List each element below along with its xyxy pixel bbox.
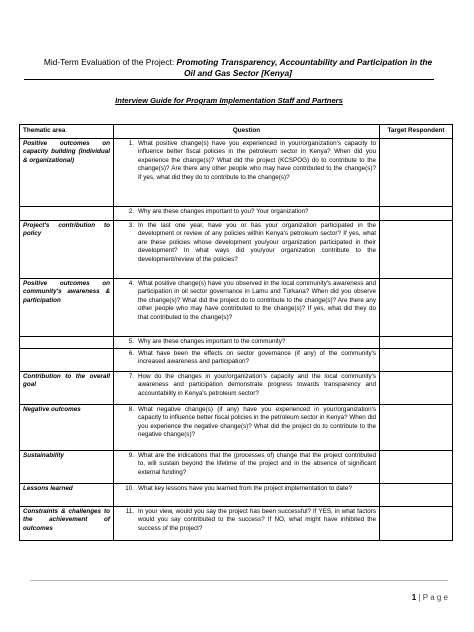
target-respondent-cell bbox=[380, 336, 453, 348]
question-cell bbox=[114, 220, 380, 278]
title-underline bbox=[24, 79, 434, 80]
question-cell bbox=[114, 336, 380, 348]
table-row bbox=[20, 371, 453, 404]
target-respondent-cell bbox=[380, 348, 453, 371]
thematic-area-cell: Contribution to the overall goal bbox=[20, 371, 114, 404]
question-text: Why are these changes important to you? Your organization? bbox=[138, 207, 309, 215]
question-cell bbox=[114, 483, 380, 506]
question-text: What positive change(s) have you observed in the local community's awareness and participation in oil sector governance in Lamu and Turkana? When did you observe the change(s)? What did the project do to contribute to the change(s)? Are there any other people who may have contributed to the change(s)? If yes, what did they do that contributed to the change(s)? bbox=[138, 279, 376, 321]
target-respondent-cell bbox=[380, 506, 453, 540]
target-respondent-cell bbox=[380, 278, 453, 336]
question-number: 1. bbox=[128, 139, 134, 147]
thematic-area-cell: Negative outcomes bbox=[20, 404, 114, 450]
question-text: What key lessons have you learned from the project implementation to date? bbox=[138, 484, 352, 492]
header-thematic-area: Thematic area bbox=[20, 125, 114, 139]
thematic-area-cell: Lessons learned bbox=[20, 483, 114, 506]
interview-guide-table bbox=[19, 124, 453, 541]
question-text: What positive change(s) have you experienced in your/organization's capacity to influence better fiscal policies in the petroleum sector in Kenya? When did you experience the change(s)? What did the project (KCSPOG) do to contribute to the change(s)? Are there any other people who may have contributed to the change(s)? If yes, what did they do to contribute to the change(s)? bbox=[138, 139, 376, 181]
table-row bbox=[20, 206, 453, 220]
question-text: What are the indications that the (processes of) change that the project contributed to, will sustain beyond the lifetime of the project and in the absence of significant external funding? bbox=[138, 451, 376, 476]
thematic-area-cell: Sustainability bbox=[20, 450, 114, 483]
page-number bbox=[412, 593, 448, 602]
thematic-area-cell bbox=[20, 206, 114, 220]
title-project-name: Promoting Transparency, Accountability and Participation in the Oil and Gas Sector [Kenya] bbox=[176, 57, 433, 78]
table-row bbox=[20, 348, 453, 371]
question-text: In the last one year, have you or has your organization participated in the development or review of any policies within Kenya's petroleum sector? If yes, what are these policies whose development you/your organization participated in their development? In what ways did you/your organization contribute to the development/review of the policies? bbox=[138, 221, 376, 263]
target-respondent-cell bbox=[380, 404, 453, 450]
thematic-area-cell: Constraints & challenges to the achievement of outcomes bbox=[20, 506, 114, 540]
thematic-area-cell bbox=[20, 348, 114, 371]
thematic-area-cell: Positive outcomes on capacity building (Individual & organizational) bbox=[20, 138, 114, 206]
target-respondent-cell bbox=[380, 220, 453, 278]
table-header-row bbox=[20, 125, 453, 139]
table-row bbox=[20, 278, 453, 336]
question-number: 2. bbox=[128, 207, 134, 215]
question-number: 10. bbox=[125, 484, 134, 492]
target-respondent-cell bbox=[380, 371, 453, 404]
question-cell bbox=[114, 404, 380, 450]
document-title bbox=[40, 57, 436, 79]
target-respondent-cell bbox=[380, 450, 453, 483]
question-cell bbox=[114, 506, 380, 540]
question-number: 5. bbox=[128, 337, 134, 345]
table-row bbox=[20, 483, 453, 506]
table-row bbox=[20, 450, 453, 483]
question-number: 6. bbox=[128, 349, 134, 357]
thematic-area-cell: Positive outcomes on community's awareness & participation bbox=[20, 278, 114, 336]
question-cell bbox=[114, 278, 380, 336]
question-text: What negative change(s) (if any) have you experienced in your/organization's capacity to influence better fiscal policies in the petroleum sector in Kenya? When did you experience the negative change(s)? What did the project do to contribute to the negative change(s)? bbox=[138, 405, 376, 439]
table-row bbox=[20, 404, 453, 450]
question-number: 3. bbox=[128, 221, 134, 229]
thematic-area-cell: Project's contribution to policy bbox=[20, 220, 114, 278]
target-respondent-cell bbox=[380, 206, 453, 220]
question-cell bbox=[114, 348, 380, 371]
thematic-area-cell bbox=[20, 336, 114, 348]
guide-subtitle: Interview Guide for Program Implementation Staff and Partners bbox=[115, 96, 343, 105]
header-question: Question bbox=[114, 125, 380, 139]
footer-divider bbox=[30, 580, 448, 581]
table-row bbox=[20, 336, 453, 348]
question-text: Why are these changes important to the community? bbox=[138, 337, 286, 345]
page-label: P a g e bbox=[422, 593, 448, 602]
target-respondent-cell bbox=[380, 138, 453, 206]
question-number: 9. bbox=[128, 451, 134, 459]
page-number-value: 1 bbox=[411, 593, 417, 602]
question-number: 8. bbox=[128, 405, 134, 413]
question-number: 11. bbox=[125, 507, 134, 515]
question-cell bbox=[114, 450, 380, 483]
question-cell bbox=[114, 138, 380, 206]
title-lead: Mid-Term Evaluation of the Project: bbox=[43, 57, 177, 67]
target-respondent-cell bbox=[380, 483, 453, 506]
table-row bbox=[20, 506, 453, 540]
question-text: In your view, would you say the project has been successful? If YES, in what factors would you say contributed to the success? If NO, what might have inhibited the success of the project? bbox=[138, 507, 376, 532]
question-number: 7. bbox=[128, 372, 134, 380]
table-row bbox=[20, 220, 453, 278]
question-text: What have been the effects on sector governance (if any) of the community's increased awareness and participation? bbox=[138, 349, 376, 366]
table-row bbox=[20, 138, 453, 206]
question-number: 4. bbox=[128, 279, 134, 287]
question-cell bbox=[114, 206, 380, 220]
header-target-respondent: Target Respondent bbox=[380, 125, 453, 139]
question-cell bbox=[114, 371, 380, 404]
question-text: How do the changes in your/organization's capacity and the local community's awareness and participation demonstrate progress towards transparency and accountability in Kenya's petroleum sector? bbox=[138, 372, 376, 397]
page-number-separator: | bbox=[416, 593, 423, 602]
